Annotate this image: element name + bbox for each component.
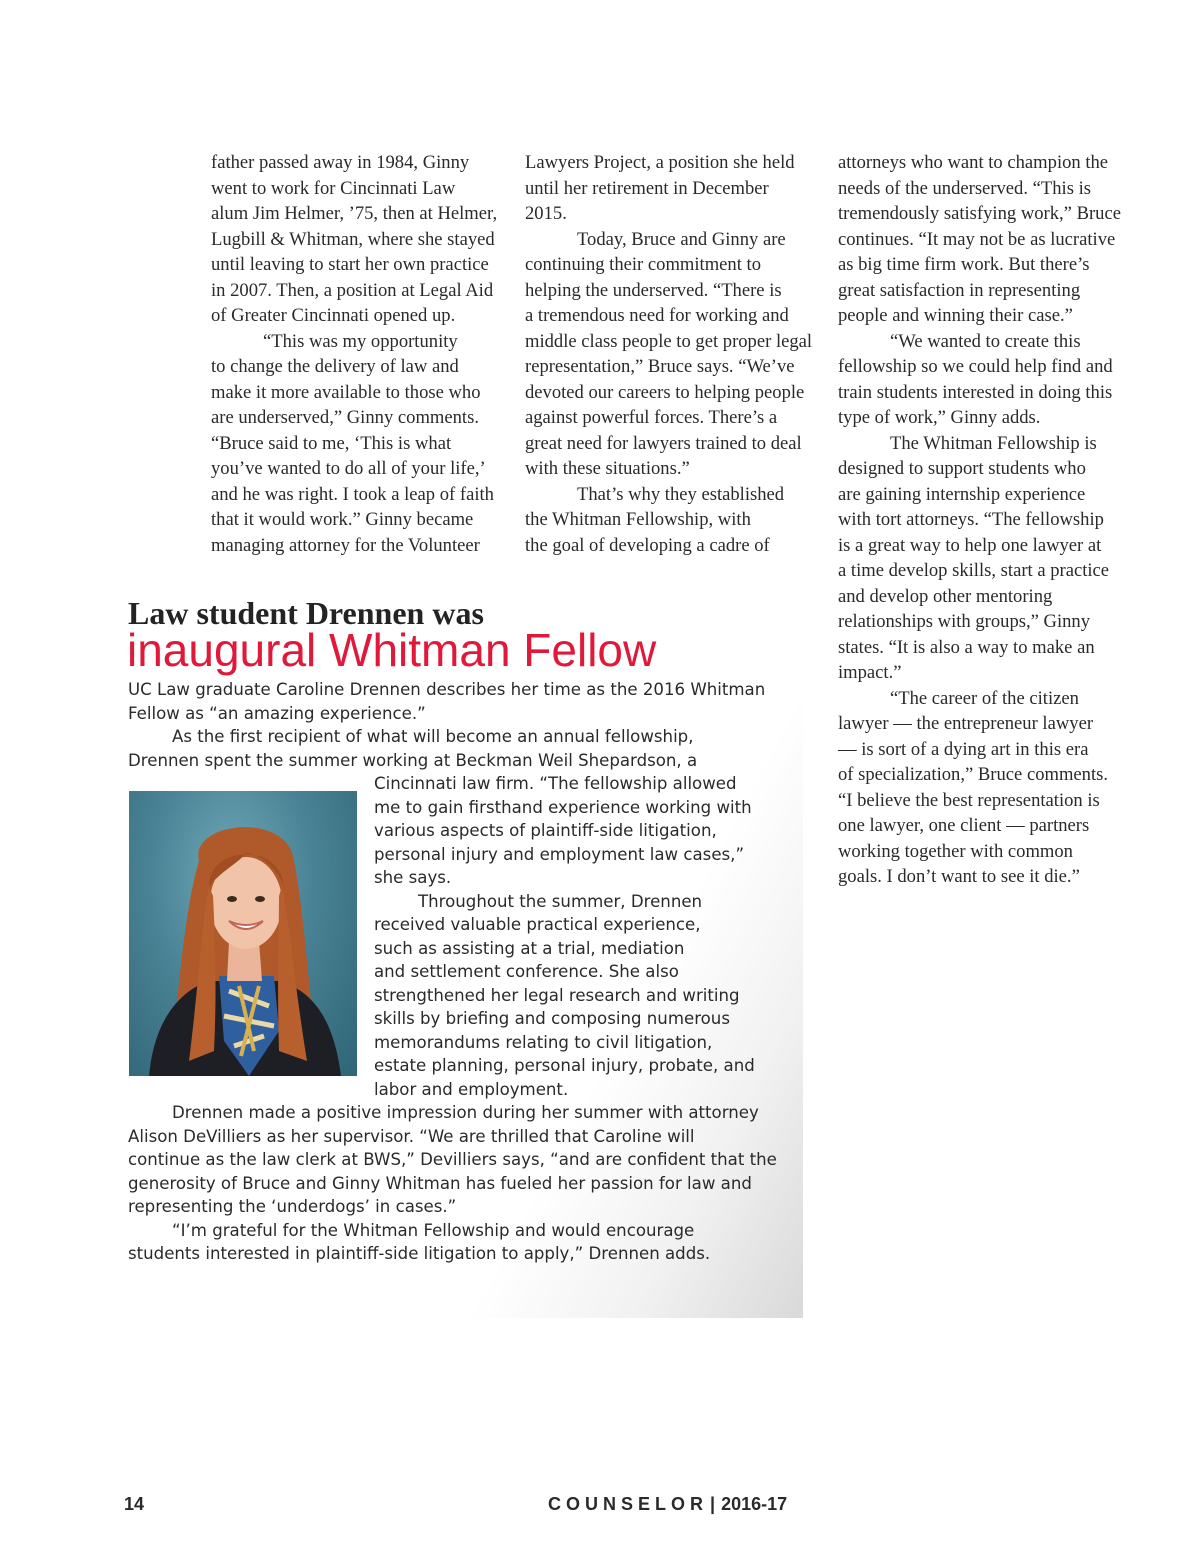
article-line: great satisfaction in representing bbox=[838, 279, 1081, 301]
article-column-2 bbox=[525, 150, 825, 558]
sidebar-line: Fellow as “an amazing experience.” bbox=[128, 703, 426, 723]
article-line: designed to support students who bbox=[838, 458, 1086, 479]
article-line: alum Jim Helmer, ’75, then at Helmer, bbox=[211, 203, 498, 224]
sidebar-line: continue as the law clerk at BWS,” Devilliers says, “and are confident that the bbox=[128, 1150, 777, 1169]
article-line: the goal of developing a cadre of bbox=[525, 534, 770, 556]
article-line: are underserved,” Ginny comments. bbox=[211, 407, 479, 428]
article-line: needs of the underserved. “This is bbox=[838, 177, 1092, 199]
page-number: 14 bbox=[124, 1494, 145, 1514]
sidebar-line: students interested in plaintiff-side litigation to apply,” Drennen adds. bbox=[128, 1244, 711, 1263]
article-line: “I believe the best representation is bbox=[838, 789, 1100, 811]
article-line: states. “It is also a way to make an bbox=[838, 636, 1095, 658]
article-line: The Whitman Fellowship is bbox=[890, 432, 1097, 454]
article-line: type of work,” Ginny adds. bbox=[838, 407, 1041, 428]
article-line: people and winning their case.” bbox=[838, 305, 1073, 326]
sidebar-line: received valuable practical experience, bbox=[374, 915, 701, 934]
sidebar-line: Alison DeVilliers as her supervisor. “We are thrilled that Caroline will bbox=[128, 1126, 695, 1146]
article-line: with these situations.” bbox=[525, 458, 690, 479]
article-line: “We wanted to create this bbox=[890, 330, 1081, 352]
article-line: until leaving to start her own practice bbox=[211, 254, 489, 275]
sidebar-line: Drennen made a positive impression during her summer with attorney bbox=[172, 1103, 759, 1122]
sidebar-line: various aspects of plaintiff-side litigation, bbox=[374, 821, 717, 840]
article-line: as big time firm work. But there’s bbox=[838, 254, 1090, 275]
sidebar-line: and settlement conference. She also bbox=[374, 962, 679, 981]
article-line: of specialization,” Bruce comments. bbox=[838, 764, 1109, 785]
article-line: the Whitman Fellowship, with bbox=[525, 509, 751, 530]
sidebar-line: personal injury and employment law cases,” bbox=[374, 844, 745, 864]
publication-year: 2016-17 bbox=[721, 1494, 788, 1514]
sidebar-line: strengthened her legal research and writing bbox=[374, 985, 740, 1005]
sidebar-line: estate planning, personal injury, probate, and bbox=[374, 1056, 755, 1075]
sidebar-line: skills by briefing and composing numerous bbox=[374, 1009, 730, 1028]
article-line: went to work for Cincinnati Law bbox=[211, 177, 456, 199]
article-line: are gaining internship experience bbox=[838, 483, 1086, 505]
sidebar-intro bbox=[128, 678, 765, 772]
article-line: fellowship so we could help find and bbox=[838, 356, 1113, 377]
article-column-3 bbox=[838, 150, 1138, 890]
article-line: representation,” Bruce says. “We’ve bbox=[525, 356, 795, 377]
sidebar-line: Cincinnati law firm. “The fellowship allowed bbox=[374, 774, 737, 793]
article-line: goals. I don’t want to see it die.” bbox=[838, 866, 1080, 887]
article-line: you’ve wanted to do all of your life,’ bbox=[211, 458, 486, 479]
footer-separator: | bbox=[710, 1494, 716, 1514]
article-line: middle class people to get proper legal bbox=[525, 330, 813, 352]
portrait-photo bbox=[129, 791, 357, 1076]
article-line: relationships with groups,” Ginny bbox=[838, 611, 1091, 632]
article-line: a time develop skills, start a practice bbox=[838, 560, 1110, 581]
article-line: and develop other mentoring bbox=[838, 585, 1053, 607]
article-line: continuing their commitment to bbox=[525, 254, 761, 275]
article-line: train students interested in doing this bbox=[838, 381, 1113, 403]
article-line: managing attorney for the Volunteer bbox=[211, 534, 480, 556]
sidebar-heading: Law student Drennen was bbox=[128, 595, 484, 631]
article-line: Today, Bruce and Ginny are bbox=[577, 228, 786, 250]
article-column-1 bbox=[211, 150, 511, 558]
sidebar-line: she says. bbox=[374, 868, 452, 887]
sidebar-line: generosity of Bruce and Ginny Whitman has fueled her passion for law and bbox=[128, 1173, 752, 1193]
article-line: attorneys who want to champion the bbox=[838, 152, 1109, 173]
article-line: devoted our careers to helping people bbox=[525, 381, 805, 403]
publication-name: COUNSELOR bbox=[548, 1494, 709, 1514]
article-line: a tremendous need for working and bbox=[525, 305, 789, 326]
article-line: working together with common bbox=[838, 840, 1073, 862]
article-line: “This was my opportunity bbox=[263, 330, 458, 352]
sidebar-wrap-text bbox=[374, 772, 755, 1101]
sidebar-subheading: inaugural Whitman Fellow bbox=[127, 624, 657, 676]
article-line: until her retirement in December bbox=[525, 177, 769, 199]
article-line: and he was right. I took a leap of faith bbox=[211, 483, 494, 505]
sidebar-line: “I’m grateful for the Whitman Fellowship and would encourage bbox=[172, 1220, 695, 1240]
sidebar-line: memorandums relating to civil litigation, bbox=[374, 1032, 713, 1052]
article-line: “The career of the citizen bbox=[890, 687, 1079, 709]
article-line: make it more available to those who bbox=[211, 381, 481, 403]
article-line: helping the underserved. “There is bbox=[525, 279, 782, 301]
sidebar-line: Drennen spent the summer working at Beckman Weil Shepardson, a bbox=[128, 750, 698, 770]
article-line: against powerful forces. There’s a bbox=[525, 407, 778, 428]
article-line: of Greater Cincinnati opened up. bbox=[211, 305, 456, 326]
sidebar-closing bbox=[128, 1101, 777, 1266]
sidebar-line: As the first recipient of what will become an annual fellowship, bbox=[172, 727, 694, 746]
article-line: lawyer — the entrepreneur lawyer bbox=[838, 713, 1094, 734]
article-line: great need for lawyers trained to deal bbox=[525, 432, 802, 454]
article-line: “Bruce said to me, ‘This is what bbox=[211, 432, 452, 454]
sidebar-line: such as assisting at a trial, mediation bbox=[374, 938, 685, 958]
article-line: Lawyers Project, a position she held bbox=[525, 152, 795, 173]
sidebar-line: UC Law graduate Caroline Drennen describes her time as the 2016 Whitman bbox=[128, 680, 766, 699]
sidebar-line: representing the ‘underdogs’ in cases.” bbox=[128, 1197, 457, 1216]
article-line: 2015. bbox=[525, 203, 567, 224]
article-line: father passed away in 1984, Ginny bbox=[211, 152, 470, 173]
article-line: is a great way to help one lawyer at bbox=[838, 534, 1102, 556]
article-line: Lugbill & Whitman, where she stayed bbox=[211, 228, 495, 250]
article-line: — is sort of a dying art in this era bbox=[838, 738, 1089, 760]
sidebar-line: Throughout the summer, Drennen bbox=[418, 891, 703, 911]
article-line: with tort attorneys. “The fellowship bbox=[838, 509, 1104, 530]
article-line: impact.” bbox=[838, 662, 902, 683]
article-line: tremendously satisfying work,” Bruce bbox=[838, 203, 1121, 224]
article-line: that it would work.” Ginny became bbox=[211, 509, 474, 530]
article-line: in 2007. Then, a position at Legal Aid bbox=[211, 279, 494, 301]
portrait-drawing bbox=[129, 791, 357, 1076]
publication-footer bbox=[548, 1494, 787, 1515]
sidebar-line: labor and employment. bbox=[374, 1079, 569, 1099]
article-line: to change the delivery of law and bbox=[211, 356, 459, 377]
article-line: That’s why they established bbox=[577, 483, 785, 505]
article-line: one lawyer, one client — partners bbox=[838, 815, 1090, 836]
sidebar-line: me to gain firsthand experience working with bbox=[374, 797, 752, 817]
article-line: continues. “It may not be as lucrative bbox=[838, 228, 1116, 250]
